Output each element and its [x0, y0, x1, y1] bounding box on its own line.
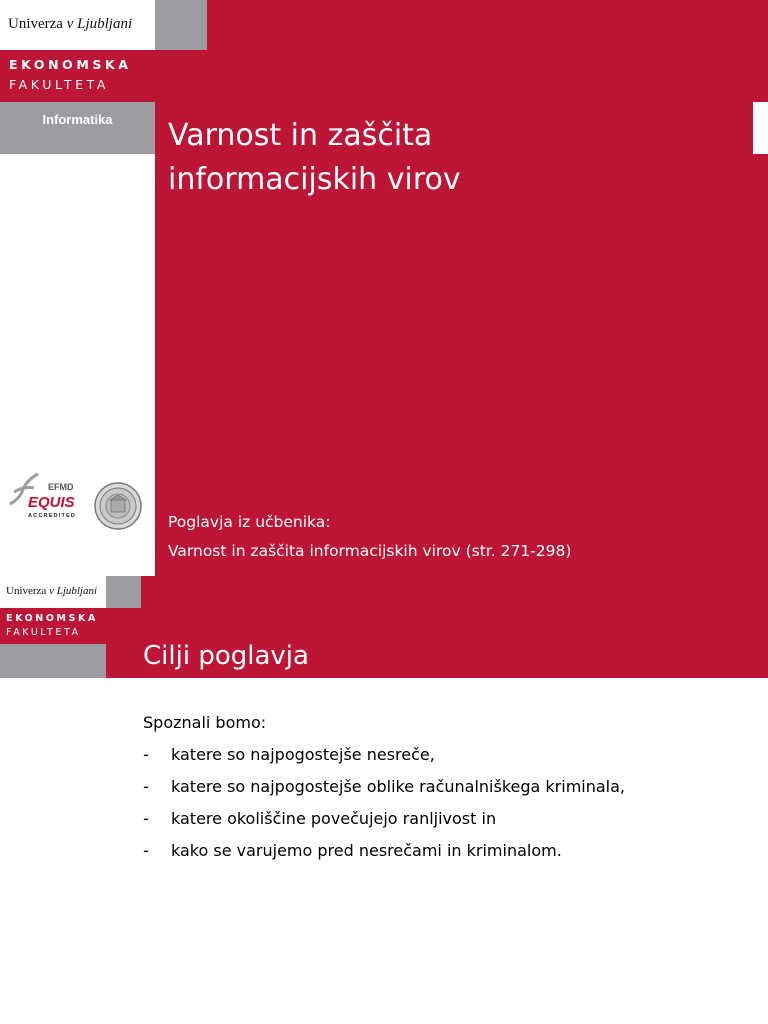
equis-top-label: EFMD: [48, 482, 74, 492]
equis-main-label: EQUIS: [28, 494, 75, 511]
faculty-band-2: [0, 608, 768, 644]
university-name-2: Univerza v Ljubljani: [6, 585, 98, 597]
university-seal-icon: [94, 482, 142, 530]
chapters-text: Varnost in zaščita informacijskih virov (str. 271-298): [168, 542, 572, 560]
bullet-dash: -: [143, 809, 149, 828]
faculty-name-line1: EKONOMSKA: [9, 57, 132, 72]
bullet-dash: -: [143, 745, 149, 764]
faculty-name-line2: FAKULTETA: [9, 77, 109, 92]
equis-sub-label: ACCREDITED: [28, 513, 77, 519]
chapters-label: Poglavja iz učbenika:: [168, 513, 331, 531]
objectives-list: [143, 744, 625, 872]
bullet-dash: -: [143, 777, 149, 796]
university-header-2: [0, 576, 106, 608]
header-red-strip: [207, 0, 768, 50]
list-item: - katere okoliščine povečujejo ranljivost in: [143, 809, 497, 828]
faculty-name-2-line1: EKONOMSKA: [6, 613, 98, 624]
header-red-strip-2: [141, 576, 768, 608]
bullet-dash: -: [143, 841, 149, 860]
objectives-title: Cilji poglavja: [143, 641, 309, 671]
title-line-2: informacijskih virov: [168, 162, 461, 197]
list-item: - katere so najpogostejše oblike računalniškega kriminala,: [143, 777, 625, 796]
faculty-logo-block: [0, 50, 155, 102]
title-gray-block-2: [0, 644, 106, 678]
slide-title-text: [168, 114, 728, 202]
department-label: Informatika: [42, 112, 113, 127]
faculty-name-2-line2: FAKULTETA: [6, 627, 81, 638]
university-name: Univerza v Ljubljani: [8, 16, 133, 32]
title-background: [155, 0, 768, 576]
title-line-1: Varnost in zaščita: [168, 118, 433, 153]
header-gray-strip-2: [106, 576, 141, 608]
chapters-info: [168, 508, 571, 566]
objectives-intro: Spoznali bomo:: [143, 713, 267, 732]
list-item: - katere so najpogostejše nesreče,: [143, 745, 435, 764]
university-header: [0, 0, 155, 50]
equis-accreditation-logo: [8, 470, 88, 520]
list-item: - kako se varujemo pred nesrečami in kriminalom.: [143, 841, 562, 860]
department-block: [0, 102, 155, 154]
header-gray-strip: [155, 0, 207, 50]
side-tab: [753, 102, 768, 154]
